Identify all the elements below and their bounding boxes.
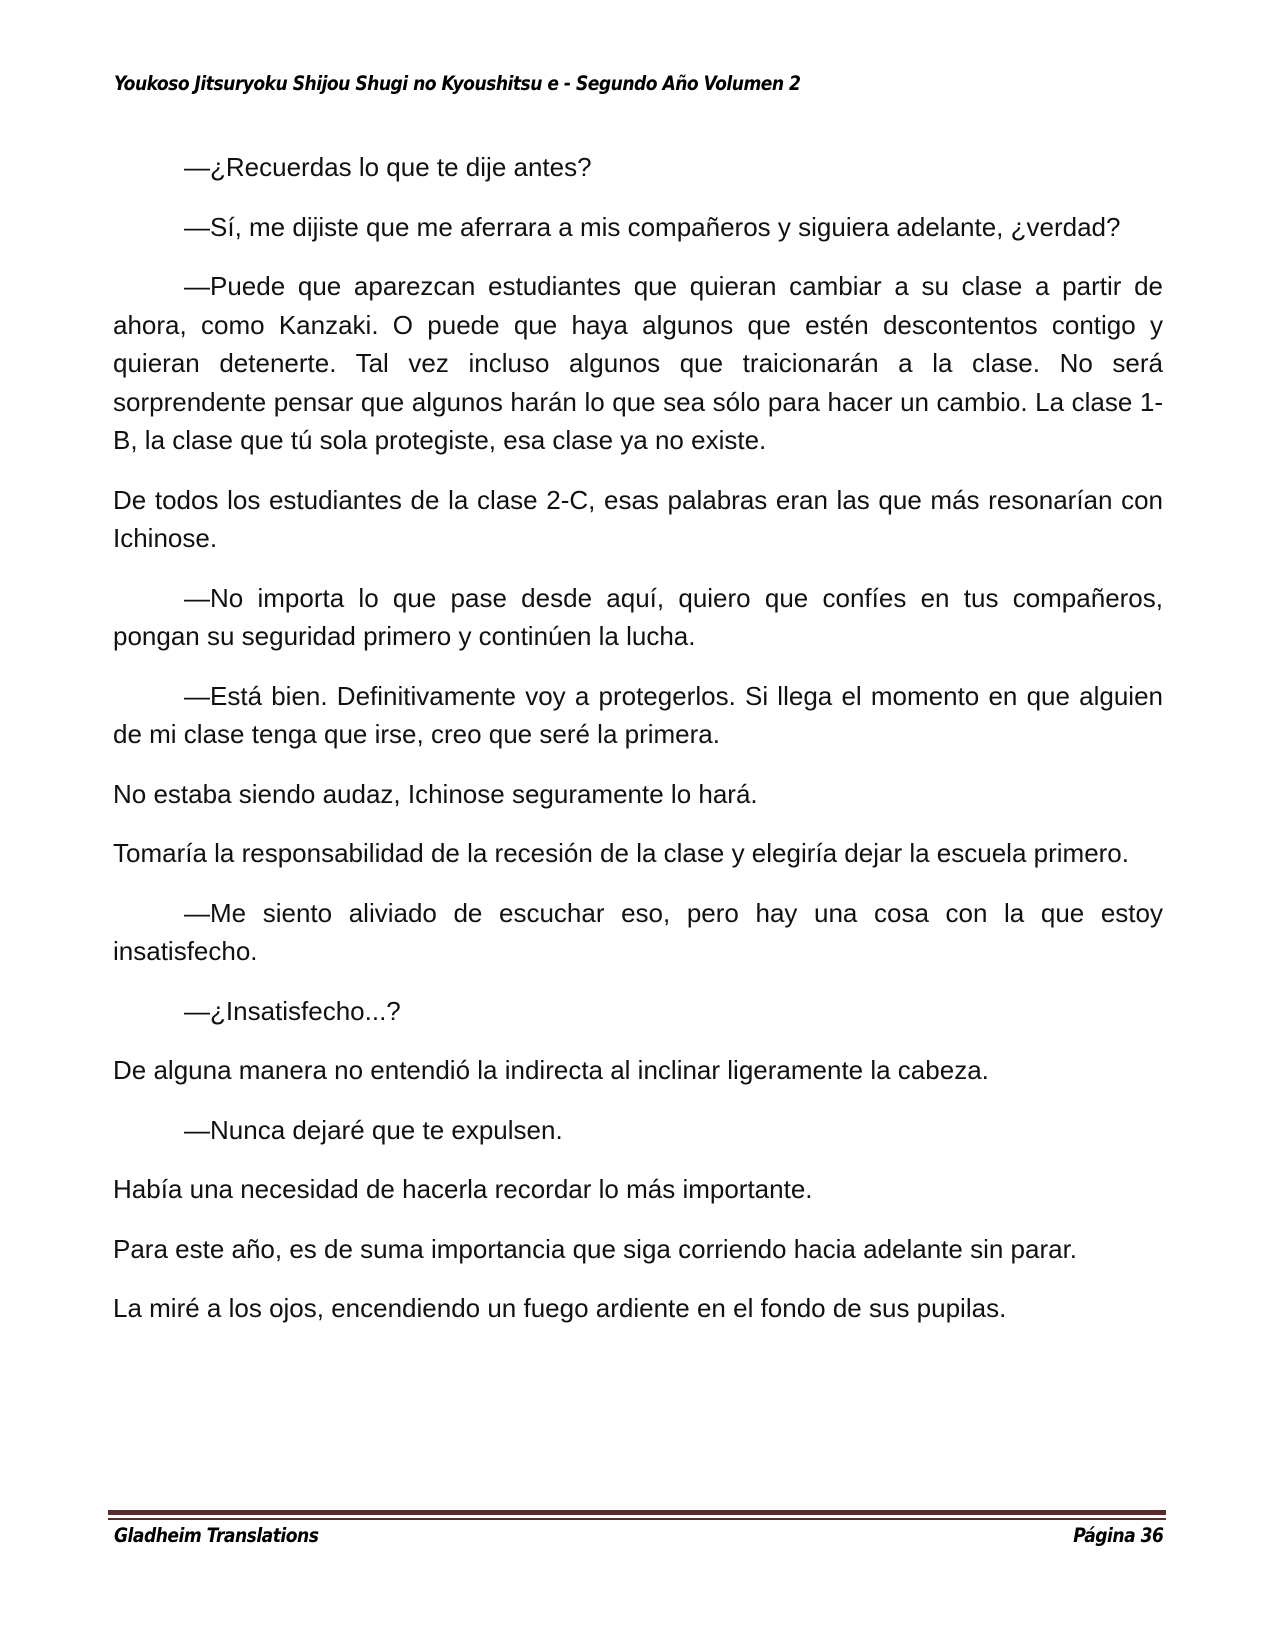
paragraph: —Está bien. Definitivamente voy a protegerlos. Si llega el momento en que alguien de mi clase tenga que irse, creo que seré la primera. [113,680,1163,749]
paragraph: —Puede que aparezcan estudiantes que quieran cambiar a su clase a partir de ahora, como Kanzaki. O puede que haya algunos que estén descontentos contigo y quieran detenerte. Tal vez incluso algunos que traicionarán a la clase. No será sorprendente pensar que algunos harán lo que sea sólo para hacer un cambio. La clase 1-B, la clase que tú sola protegiste, esa clase ya no existe. [113,271,1163,455]
paragraph: —¿Recuerdas lo que te dije antes? [184,152,592,182]
paragraph: —Nunca dejaré que te expulsen. [184,1114,563,1145]
paragraph: —Sí, me dijiste que me aferrara a mis compañeros y siguiera adelante, ¿verdad? [184,211,1121,242]
body-text [113,148,1163,1349]
footer-rule-thin [108,1518,1166,1520]
paragraph: Tomaría la responsabilidad de la recesión de la clase y elegiría dejar la escuela primero. [113,838,1129,868]
footer-rule-thick [108,1510,1166,1515]
paragraph: De alguna manera no entendió la indirecta al inclinar ligeramente la cabeza. [113,1055,989,1085]
page-header-title: Youkoso Jitsuryoku Shijou Shugi no Kyoushitsu e - Segundo Año Volumen 2 [114,72,801,95]
paragraph: No estaba siendo audaz, Ichinose seguramente lo hará. [113,778,758,809]
paragraph: De todos los estudiantes de la clase 2-C, esas palabras eran las que más resonarían con Ichinose. [113,484,1163,553]
paragraph: —Me siento aliviado de escuchar eso, pero hay una cosa con la que estoy insatisfecho. [113,897,1163,966]
paragraph: Había una necesidad de hacerla recordar lo más importante. [113,1174,813,1204]
page-number: Página 36 [1072,1524,1163,1547]
paragraph: —¿Insatisfecho...? [184,995,401,1026]
paragraph: Para este año, es de suma importancia que siga corriendo hacia adelante sin parar. [113,1233,1078,1264]
paragraph: —No importa lo que pase desde aquí, quiero que confíes en tus compañeros, pongan su seguridad primero y continúen la lucha. [113,582,1163,651]
footer-credit: Gladheim Translations [114,1524,319,1547]
paragraph: La miré a los ojos, encendiendo un fuego ardiente en el fondo de sus pupilas. [113,1293,1007,1323]
